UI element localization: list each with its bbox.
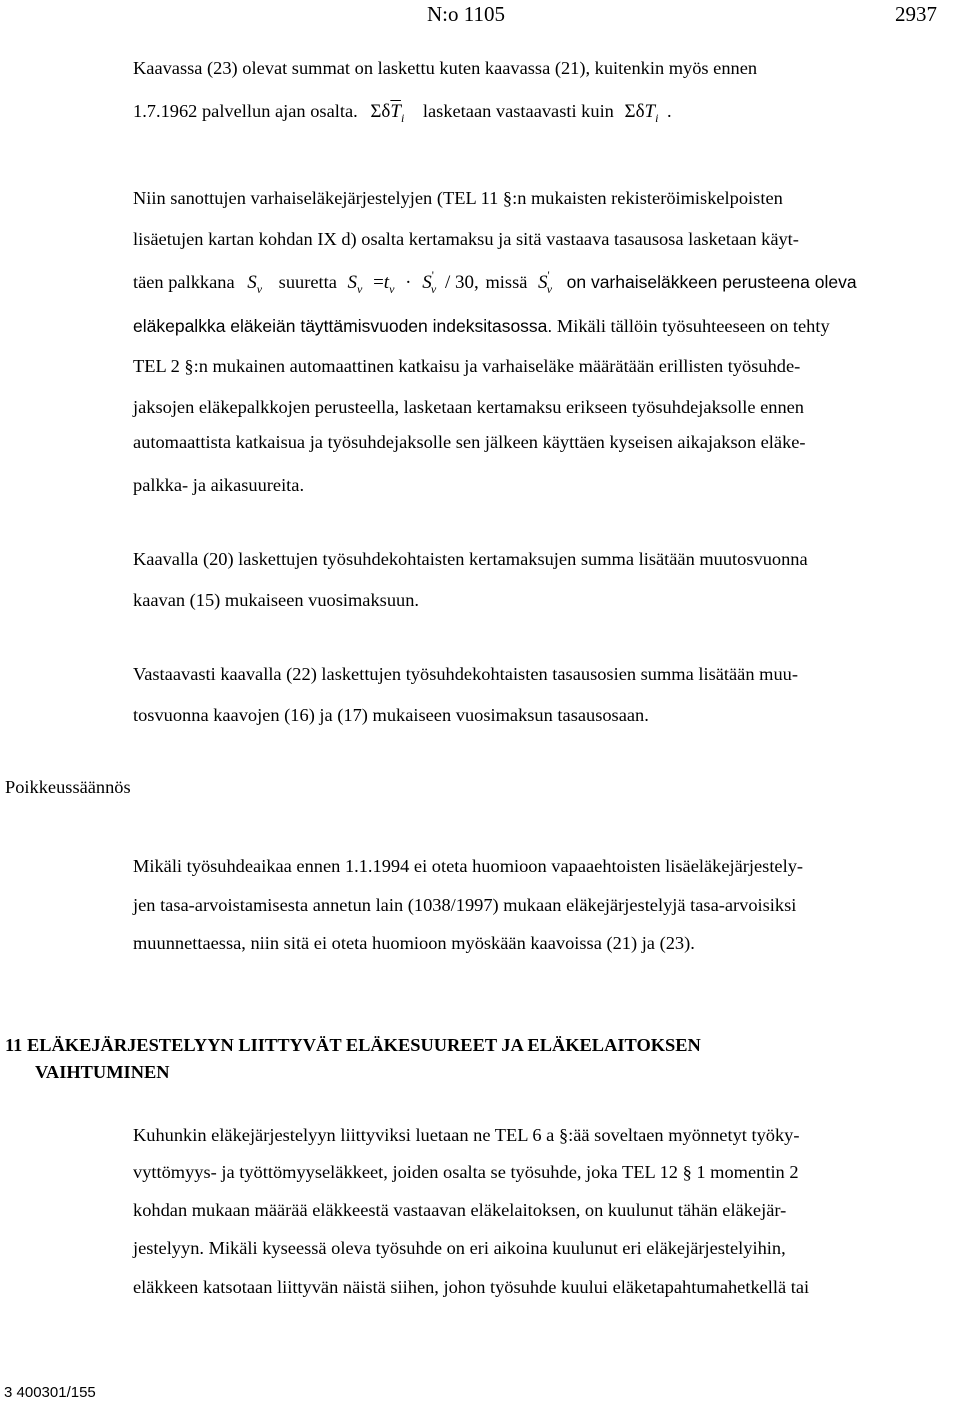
page-number: 2937 xyxy=(895,2,937,26)
paragraph5-line3: muunnettaessa, niin sitä ei oteta huomioon myöskään kaavoissa (21) ja (23). xyxy=(133,933,695,953)
paragraph2-line5: TEL 2 §:n mukainen automaattinen katkaisu ja varhaiseläke määrätään erillisten työsuhde- xyxy=(133,356,801,376)
paragraph5-line2: jen tasa-arvoistamisesta annetun lain (1038/1997) mukaan eläkejärjestelyjä tasa-arvoisiksi xyxy=(133,895,797,915)
sum-delta-t-formula xyxy=(624,101,659,125)
paragraph2-line6: jaksojen eläkepalkkojen perusteella, lasketaan kertamaksu erikseen työsuhdejaksolle ennen xyxy=(133,397,805,417)
paragraph6-line4: jestelyyn. Mikäli kyseessä oleva työsuhde on eri aikoina kuulunut eri eläkejärjestelyihin, xyxy=(133,1238,786,1258)
paragraph2-line8: palkka- ja aikasuureita. xyxy=(133,475,305,495)
section-heading-line2: VAIHTUMINEN xyxy=(35,1062,170,1082)
paragraph2-line4-sans: eläkepalkka eläkeiän täyttämisvuoden indeksitasossa. xyxy=(133,316,553,336)
missa-word: missä xyxy=(485,272,528,292)
paragraph6-line5: eläkkeen katsotaan liittyvän näistä siihen, johon työsuhde kuului eläketapahtumahetkellä tai xyxy=(133,1277,810,1297)
paragraph2-line3-end: on varhaiseläkkeen perusteena oleva xyxy=(566,272,857,292)
side-heading: Poikkeussäännös xyxy=(5,777,131,797)
paragraph2-line4-rest: Mikäli tällöin työsuhteeseen on tehty xyxy=(556,316,830,336)
section-number: N:o 1105 xyxy=(427,2,505,26)
subscript-i-2: i xyxy=(655,111,659,125)
paragraph6-line3: kohdan mukaan määrää eläkkeestä vastaavan eläkelaitoksen, on kuulunut tähän eläkejär- xyxy=(133,1200,787,1220)
formula-sv-equals: $S_v =t_v \cdot S'_v / 30$, xyxy=(347,268,479,296)
paragraph6-line2: vyttömyys- ja työttömyyseläkkeet, joiden osalta se työsuhde, joka TEL 12 § 1 momentin 2 xyxy=(133,1162,799,1182)
s-prime-v-symbol: $S'_v$ xyxy=(538,268,553,296)
sum-delta-tbar-formula xyxy=(370,101,405,125)
paragraph1-line2 xyxy=(133,101,672,123)
paragraph1-line2-start: 1.7.1962 palvellun ajan osalta. xyxy=(133,101,358,121)
paragraph3-line1: Kaavalla (20) laskettujen työsuhdekohtaisten kertamaksujen summa lisätään muutosvuonna xyxy=(133,549,808,569)
suuretta-word: suuretta xyxy=(278,272,337,292)
paragraph2-line7: automaattista katkaisua ja työsuhdejaksolle sen jälkeen käyttäen kyseisen aikajakson eläke- xyxy=(133,432,806,452)
footer-code: 3 400301/155 xyxy=(4,1384,96,1401)
paragraph2-line3-start: täen palkkana xyxy=(133,272,235,292)
paragraph2-line1: Niin sanottujen varhaiseläkejärjestelyjen (TEL 11 §:n mukaisten rekisteröimiskelpoisten xyxy=(133,188,783,208)
paragraph1-line2-mid: lasketaan vastaavasti kuin xyxy=(422,101,614,121)
subscript-i: i xyxy=(400,111,405,125)
paragraph2-line2: lisäetujen kartan kohdan IX d) osalta kertamaksu ja sitä vastaava tasausosa lasketaan käyt- xyxy=(133,229,799,249)
paragraph5-line1: Mikäli työsuhdeaikaa ennen 1.1.1994 ei oteta huomioon vapaaehtoisten lisäeläkejärjestely- xyxy=(133,856,804,876)
paragraph1-line1: Kaavassa (23) olevat summat on laskettu kuten kaavassa (21), kuitenkin myös ennen xyxy=(133,58,758,78)
paragraph2-line3 xyxy=(133,268,857,296)
t-bar-symbol: $\overline{T}$ xyxy=(390,101,401,122)
t-symbol: T xyxy=(644,101,656,122)
period: . xyxy=(667,101,672,121)
sum-symbol-2: Σ xyxy=(624,101,636,122)
section-heading-line1: 11 ELÄKEJÄRJESTELYYN LIITTYVÄT ELÄKESUUREET JA ELÄKELAITOKSEN xyxy=(5,1035,701,1055)
paragraph3-line2: kaavan (15) mukaiseen vuosimaksuun. xyxy=(133,590,420,610)
s-v-symbol: $S_v$ xyxy=(247,272,263,296)
paragraph2-line4 xyxy=(133,316,830,337)
paragraph6-line1: Kuhunkin eläkejärjestelyyn liittyviksi luetaan ne TEL 6 a §:ää soveltaen myönnetyt työky- xyxy=(133,1125,800,1145)
sum-symbol: Σ xyxy=(370,101,382,122)
paragraph4-line1: Vastaavasti kaavalla (22) laskettujen työsuhdekohtaisten tasausosien summa lisätään muu- xyxy=(133,664,798,684)
paragraph4-line2: tosvuonna kaavojen (16) ja (17) mukaiseen vuosimaksun tasausosaan. xyxy=(133,705,649,725)
delta-symbol: δ xyxy=(381,101,391,122)
delta-symbol-2: δ xyxy=(635,101,645,122)
